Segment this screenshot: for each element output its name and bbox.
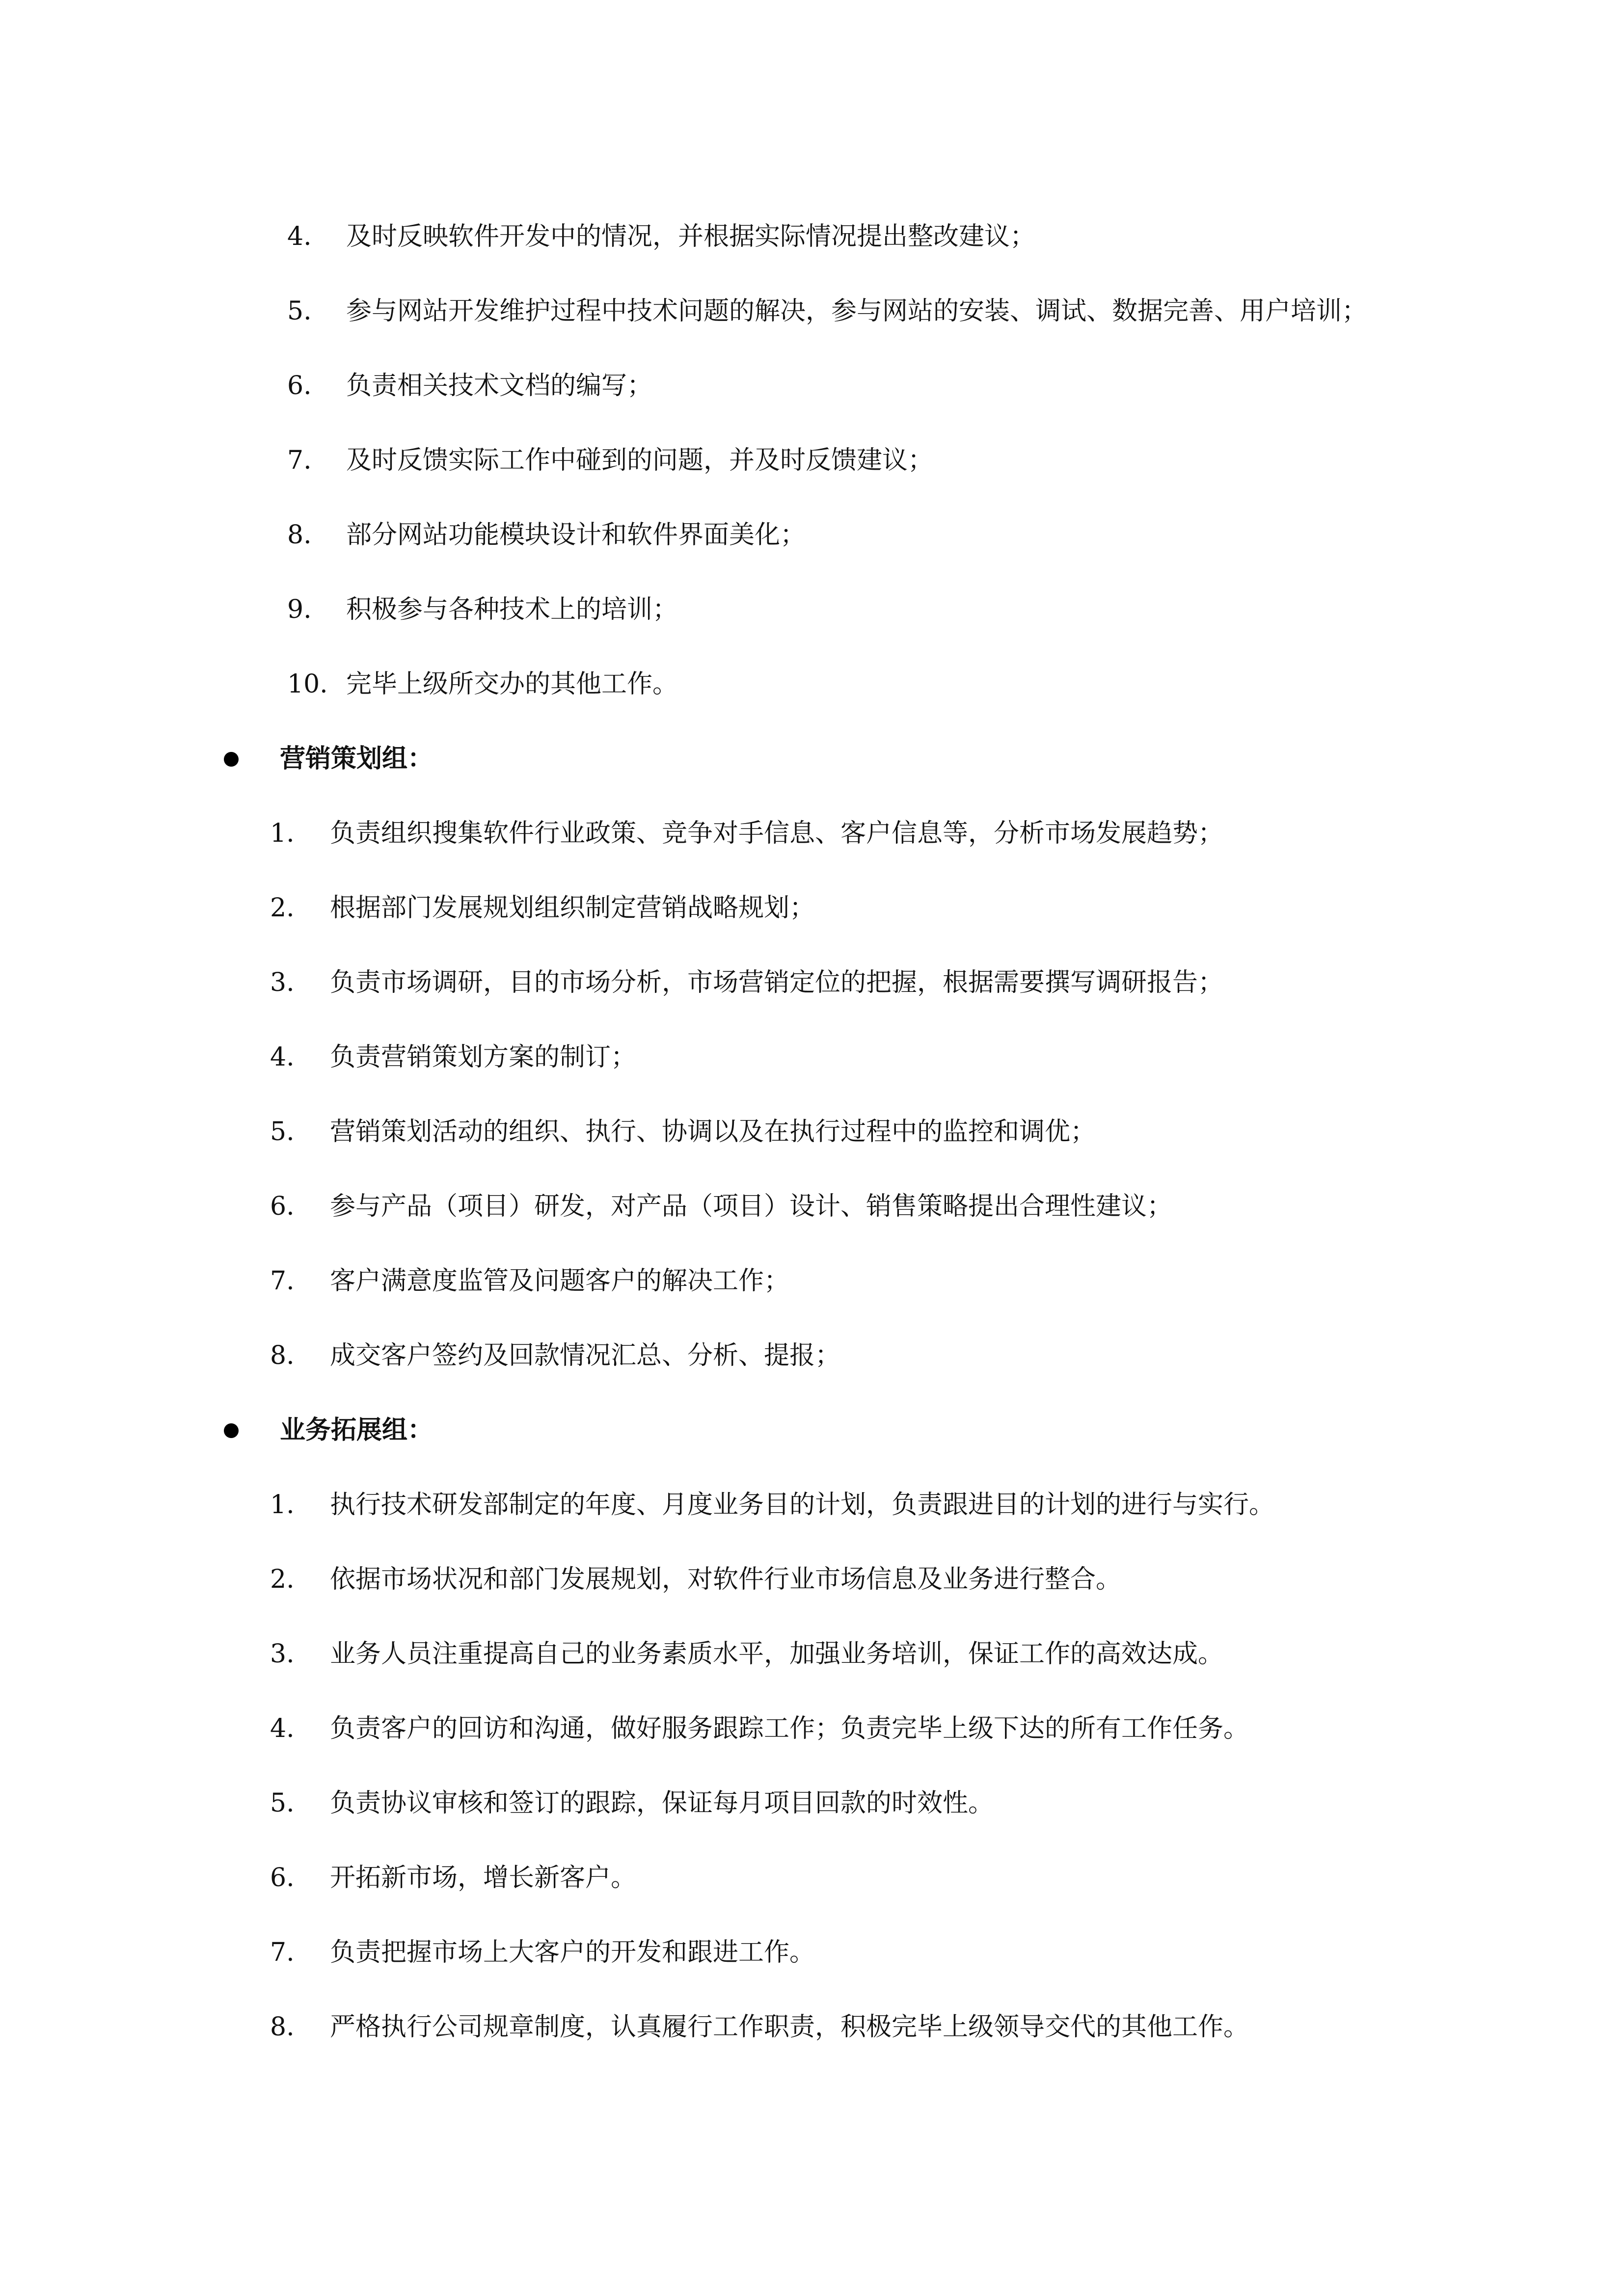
list-item-text: 成交客户签约及回款情况汇总、分析、提报； (330, 1341, 841, 1370)
list-item-text: 及时反馈实际工作中碰到的问题，并及时反馈建议； (346, 446, 934, 475)
list-item-number: 5. (270, 1117, 295, 1147)
list-item-text: 部分网站功能模块设计和软件界面美化； (346, 520, 806, 550)
list-item-number: 7. (270, 1266, 295, 1296)
list-item-number: 7. (287, 446, 312, 475)
list-item-number: 4. (270, 1714, 295, 1743)
list-item-text: 负责市场调研，目的市场分析，市场营销定位的把握，根据需要撰写调研报告； (330, 968, 1224, 997)
list-item-number: 5. (270, 1789, 295, 1818)
list-item-text: 参与产品（项目）研发，对产品（项目）设计、销售策略提出合理性建议； (330, 1192, 1173, 1221)
list-item-number: 10. (287, 669, 328, 699)
list-item-text: 开拓新市场，增长新客户。 (330, 1863, 637, 1893)
bullet-icon (224, 752, 239, 767)
list-item-text: 积极参与各种技术上的培训； (346, 595, 678, 624)
list-item-text: 负责客户的回访和沟通，做好服务跟踪工作；负责完毕上级下达的所有工作任务。 (330, 1714, 1249, 1743)
list-item-text: 负责协议审核和签订的跟踪，保证每月项目回款的时效性。 (330, 1789, 994, 1818)
list-item-number: 3. (270, 1639, 295, 1669)
list-item-text: 根据部门发展规划组织制定营销战略规划； (330, 893, 815, 923)
list-item-number: 4. (287, 222, 312, 251)
list-item-number: 2. (270, 893, 295, 923)
list-item-text: 完毕上级所交办的其他工作。 (346, 669, 678, 699)
section-heading-text: 营销策划组： (280, 744, 433, 774)
list-item-number: 9. (287, 595, 312, 624)
list-item-text: 严格执行公司规章制度，认真履行工作职责，积极完毕上级领导交代的其他工作。 (330, 2012, 1249, 2042)
list-item-number: 8. (287, 520, 312, 550)
list-item-text: 业务人员注重提高自己的业务素质水平，加强业务培训，保证工作的高效达成。 (330, 1639, 1224, 1669)
list-item-number: 5. (287, 296, 312, 326)
list-item-text: 负责相关技术文档的编写； (346, 371, 653, 400)
list-item-number: 1. (270, 819, 295, 848)
list-item-number: 2. (270, 1565, 295, 1594)
list-item-text: 依据市场状况和部门发展规划，对软件行业市场信息及业务进行整合。 (330, 1565, 1122, 1594)
list-item-text: 负责营销策划方案的制订； (330, 1042, 637, 1072)
list-item-text: 执行技术研发部制定的年度、月度业务目的计划，负责跟进目的计划的进行与实行。 (330, 1490, 1275, 1520)
list-item-text: 客户满意度监管及问题客户的解决工作； (330, 1266, 790, 1296)
list-item-text: 营销策划活动的组织、执行、协调以及在执行过程中的监控和调优； (330, 1117, 1096, 1147)
list-item-number: 6. (270, 1863, 295, 1893)
list-item-number: 8. (270, 1341, 295, 1370)
list-item-text: 负责把握市场上大客户的开发和跟进工作。 (330, 1938, 815, 1967)
list-item-number: 8. (270, 2012, 295, 2042)
list-item-number: 6. (287, 371, 312, 400)
list-item-text: 及时反映软件开发中的情况，并根据实际情况提出整改建议； (346, 222, 1036, 251)
section-heading-text: 业务拓展组： (280, 1415, 433, 1445)
list-item-text: 负责组织搜集软件行业政策、竞争对手信息、客户信息等，分析市场发展趋势； (330, 819, 1224, 848)
bullet-icon (224, 1423, 239, 1438)
list-item-number: 3. (270, 968, 295, 997)
list-item-number: 6. (270, 1192, 295, 1221)
list-item-number: 7. (270, 1938, 295, 1967)
list-item-text: 参与网站开发维护过程中技术问题的解决，参与网站的安装、调试、数据完善、用户培训； (346, 296, 1368, 326)
list-item-number: 1. (270, 1490, 295, 1520)
list-item-number: 4. (270, 1042, 295, 1072)
